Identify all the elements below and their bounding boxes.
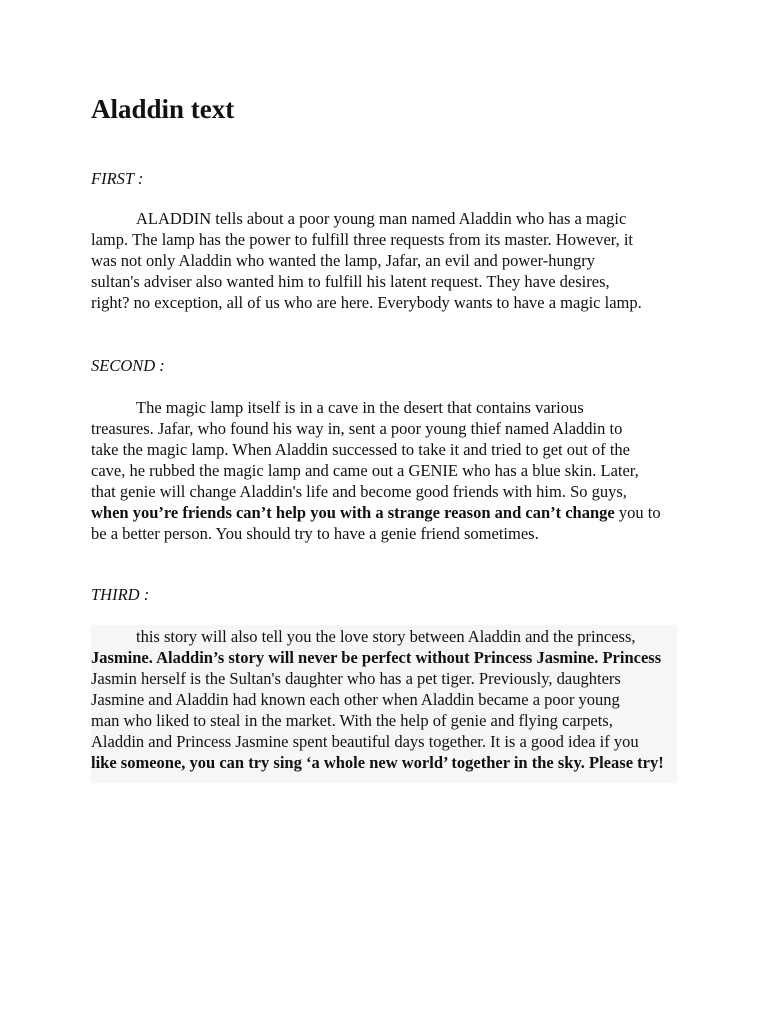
bold-text: when you’re friends can’t help you with a strange reason and can’t change	[91, 503, 615, 522]
paragraph-line: Jasmin herself is the Sultan's daughter who has a pet tiger. Previously, daughters	[91, 669, 621, 688]
paragraph-line: take the magic lamp. When Aladdin successed to take it and tried to get out of the	[91, 440, 630, 459]
section-heading-first: FIRST :	[91, 169, 144, 188]
paragraph-line: be a better person. You should try to have a genie friend sometimes.	[91, 524, 539, 543]
paragraph-line: was not only Aladdin who wanted the lamp, Jafar, an evil and power-hungry	[91, 251, 595, 270]
section-paragraph-second	[91, 397, 691, 544]
paragraph-line: treasures. Jafar, who found his way in, sent a poor young thief named Aladdin to	[91, 419, 623, 438]
paragraph-line: sultan's adviser also wanted him to fulfill his latent request. They have desires,	[91, 272, 610, 291]
section-paragraph-first	[91, 208, 691, 313]
section-heading-third: THIRD :	[91, 585, 150, 604]
paragraph-line: that genie will change Aladdin's life and become good friends with him. So guys,	[91, 482, 627, 501]
paragraph-line: Jasmine and Aladdin had known each other when Aladdin became a poor young	[91, 690, 620, 709]
paragraph-line: lamp. The lamp has the power to fulfill three requests from its master. However, it	[91, 230, 634, 249]
paragraph-line-bold: Jasmine. Aladdin’s story will never be perfect without Princess Jasmine. Princess	[91, 648, 662, 667]
paragraph-line: when you’re friends can’t help you with a strange reason and can’t change you to	[91, 503, 661, 522]
section-heading-second: SECOND :	[91, 356, 165, 375]
paragraph-line-bold: like someone, you can try sing ‘a whole new world’ together in the sky. Please try!	[91, 753, 664, 772]
paragraph-line: ALADDIN tells about a poor young man named Aladdin who has a magic	[136, 209, 627, 228]
paragraph-line: this story will also tell you the love story between Aladdin and the princess,	[136, 627, 636, 646]
paragraph-line: The magic lamp itself is in a cave in the desert that contains various	[136, 398, 584, 417]
paragraph-line: right? no exception, all of us who are here. Everybody wants to have a magic lamp.	[91, 293, 642, 312]
paragraph-line: cave, he rubbed the magic lamp and came out a GENIE who has a blue skin. Later,	[91, 461, 639, 480]
document-title: Aladdin text	[91, 94, 235, 124]
section-paragraph-third	[91, 626, 691, 773]
paragraph-line: man who liked to steal in the market. With the help of genie and flying carpets,	[91, 711, 613, 730]
paragraph-line: Aladdin and Princess Jasmine spent beautiful days together. It is a good idea if you	[91, 732, 639, 751]
